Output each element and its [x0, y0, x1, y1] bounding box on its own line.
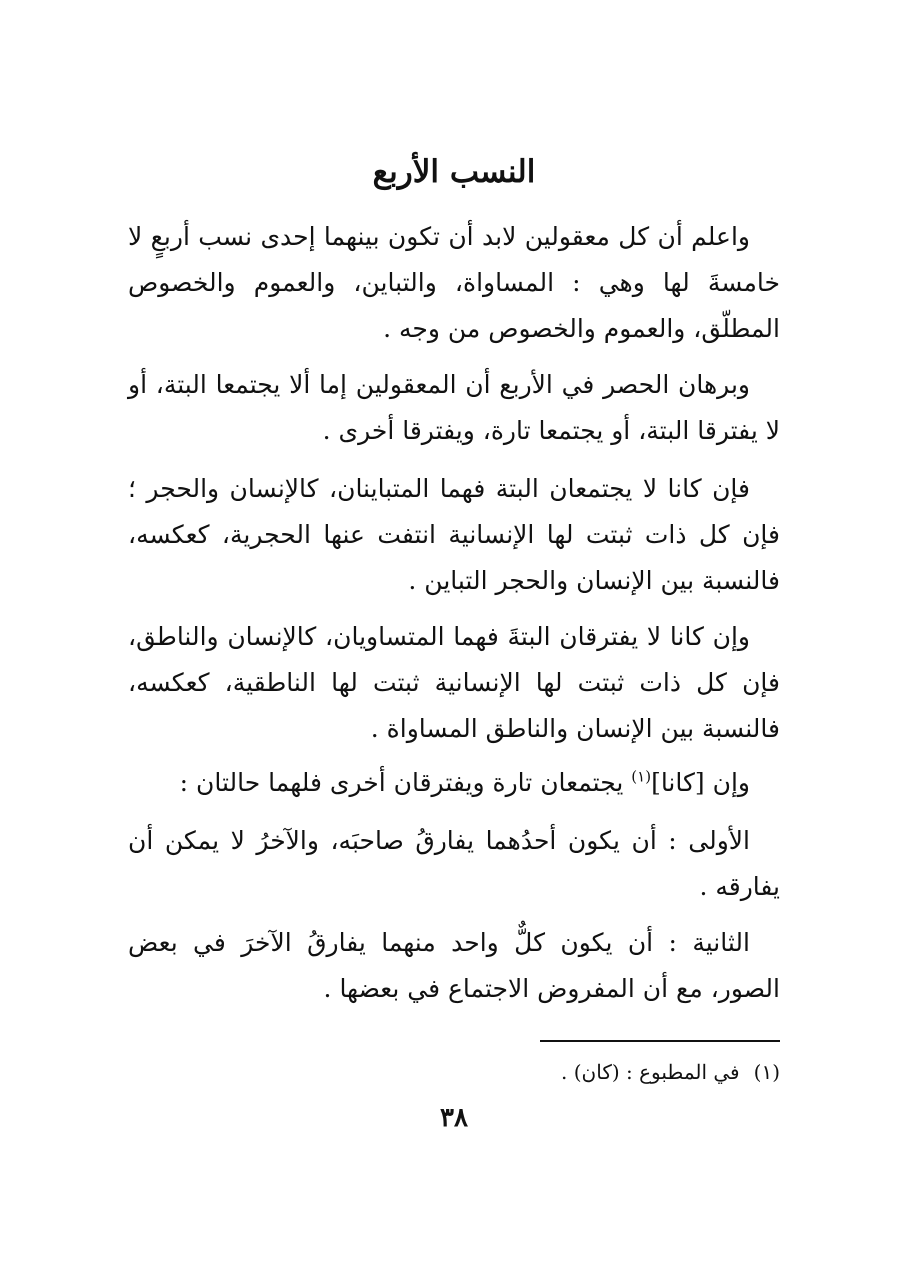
footnote-text: في المطبوع : (كان) .: [561, 1060, 740, 1084]
paragraph-second-case: الثانية : أن يكون كلٌّ واحد منهما يفارقُ الآخرَ في بعض الصور، مع أن المفروض الاجتماع في بعضها .: [128, 928, 780, 1003]
paragraph-two-cases: [128, 760, 780, 806]
paragraph-intro: واعلم أن كل معقولين لابد أن تكون بينهما إحدى نسب أربعٍ لا خامسةَ لها وهي : المساواة، والتباين، والعموم والخصوص المطلّق، والعموم والخصوص من وجه .: [128, 222, 780, 343]
footnote-number: (١): [753, 1060, 780, 1084]
page-number: ٣٨: [440, 1103, 468, 1133]
paragraph-proof: وبرهان الحصر في الأربع أن المعقولين إما ألا يجتمعا البتة، أو لا يفترقا البتة، أو يجتمعا تارة، ويفترقا أخرى .: [128, 370, 780, 445]
footnote: [128, 1056, 780, 1088]
footnote-divider: [540, 1040, 780, 1042]
paragraph-equivalence: وإن كانا لا يفترقان البتةَ فهما المتساويان، كالإنسان والناطق، فإن كل ذات ثبتت لها الإنسانية ثبتت لها الناطقية، كعكسه، فالنسبة بين الإنسان والناطق المساواة .: [128, 622, 780, 743]
paragraph-two-cases-end: يجتمعان تارة ويفترقان أخرى فلهما حالتان :: [179, 768, 632, 797]
book-page: [128, 0, 780, 1271]
paragraph-divergence: فإن كانا لا يجتمعان البتة فهما المتباينان، كالإنسان والحجر ؛ فإن كل ذات ثبتت لها الإنسانية انتفت عنها الحجرية، كعكسه، فالنسبة بين الإنسان والحجر التباين .: [128, 474, 780, 595]
paragraph-two-cases-start: وإن [كانا]: [651, 768, 750, 797]
paragraph-first-case: الأولى : أن يكون أحدُهما يفارقُ صاحبَه، والآخرُ لا يمكن أن يفارقه .: [128, 826, 780, 901]
footnote-reference[interactable]: (١): [631, 767, 652, 786]
section-title: النسب الأربع: [372, 154, 536, 190]
